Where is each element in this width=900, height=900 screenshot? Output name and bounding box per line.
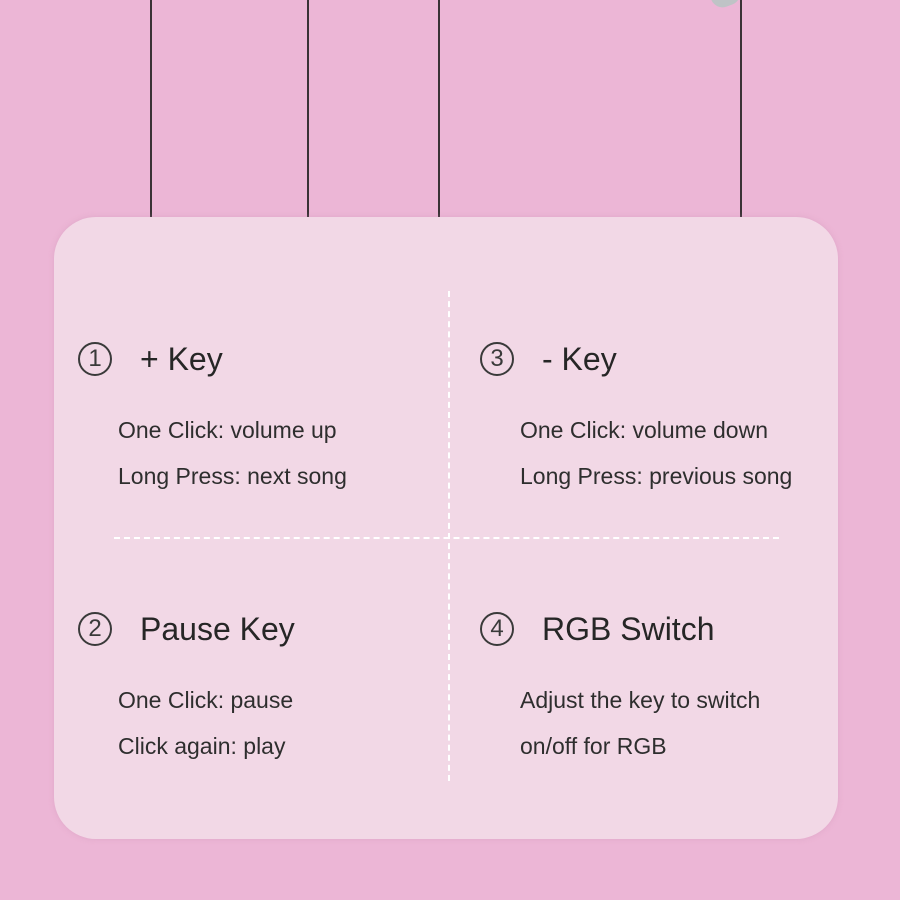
description-line: on/off for RGB <box>520 733 667 759</box>
device-edge <box>711 0 744 11</box>
section-description <box>520 407 792 499</box>
pause-key-section <box>78 607 295 769</box>
callout-line-minus-key <box>438 0 440 218</box>
description-line: One Click: volume down <box>520 417 768 443</box>
plus-key-section <box>78 337 347 499</box>
description-line: Adjust the key to switch <box>520 687 761 713</box>
description-line: Click again: play <box>118 733 286 759</box>
circled-number-1: 1 <box>78 342 112 376</box>
description-line: One Click: pause <box>118 687 294 713</box>
section-description <box>118 407 347 499</box>
minus-key-section <box>480 337 792 499</box>
section-header <box>78 607 295 651</box>
circled-number-4: 4 <box>480 612 514 646</box>
rgb-switch-section <box>480 607 760 769</box>
callout-line-pause-key <box>307 0 309 218</box>
key-guide-card <box>54 217 838 839</box>
section-title: + Key <box>140 340 223 377</box>
description-line: One Click: volume up <box>118 417 337 443</box>
horizontal-divider <box>114 537 779 539</box>
section-header <box>78 337 347 381</box>
description-line: Long Press: next song <box>118 463 347 489</box>
section-header <box>480 607 760 651</box>
circled-number-2: 2 <box>78 612 112 646</box>
section-header <box>480 337 792 381</box>
callout-line-plus-key <box>150 0 152 218</box>
section-description <box>520 677 760 769</box>
section-description <box>118 677 295 769</box>
section-title: RGB Switch <box>542 610 715 647</box>
section-title: Pause Key <box>140 610 295 647</box>
circled-number-3: 3 <box>480 342 514 376</box>
callout-line-rgb-switch <box>740 0 742 218</box>
description-line: Long Press: previous song <box>520 463 793 489</box>
section-title: - Key <box>542 340 617 377</box>
vertical-divider <box>448 291 450 781</box>
